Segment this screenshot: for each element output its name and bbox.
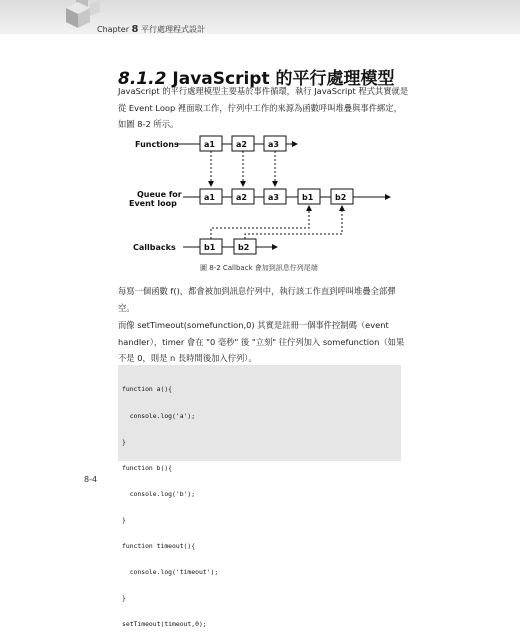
- svg-text:a2: a2: [236, 140, 247, 149]
- function-box-a2: [232, 136, 254, 151]
- body-paragraph-3: 而像 setTimeout(somefunction,0) 其實是註冊一個事件控制碼（event handler），timer 會在 "0 毫秒" 後 "立刻" 往佇列加入 somefunction（如果不是 0，則是 n 長時間後加入佇列）。: [118, 320, 405, 363]
- section-title-text: JavaScript 的平行處理模型: [172, 69, 395, 89]
- queue-box-a2: [232, 189, 254, 204]
- code-line: function a(){: [122, 385, 173, 394]
- queue-box-a3: [264, 189, 286, 204]
- function-box-a3: [264, 136, 286, 151]
- label-callbacks: Callbacks: [133, 243, 176, 252]
- section-number: 8.1.2: [118, 69, 167, 89]
- code-line: function b(){: [122, 463, 173, 472]
- chapter-heading: Chapter 8 平行處理程式設計: [97, 24, 206, 35]
- callback-box-b1: [200, 239, 222, 254]
- function-box-a1: [200, 136, 222, 151]
- event-loop-diagram: [125, 126, 405, 261]
- svg-text:a1: a1: [204, 193, 215, 202]
- code-line: console.log('timeout');: [122, 568, 219, 577]
- label-functions: Functions: [135, 140, 179, 149]
- code-line: console.log('b');: [122, 489, 196, 498]
- svg-text:b1: b1: [302, 193, 314, 202]
- connector-b2: [245, 206, 342, 239]
- svg-text:b2: b2: [335, 193, 347, 202]
- svg-text:a3: a3: [268, 193, 279, 202]
- code-line: }: [122, 437, 126, 446]
- page-number: 8-4: [84, 475, 98, 484]
- code-line: }: [122, 515, 126, 524]
- svg-text:a3: a3: [268, 140, 279, 149]
- label-queue-2: Event loop: [129, 199, 177, 208]
- code-line: function timeout(){: [122, 541, 196, 550]
- code-line: setTimeout(timeout,0);: [122, 620, 207, 629]
- queue-box-b1: [298, 189, 320, 204]
- code-block: [118, 365, 401, 629]
- svg-text:a2: a2: [236, 193, 247, 202]
- intro-paragraph: JavaScript 的平行處理模型主要基於事件循環，執行 JavaScript 程式其實就是從 Event Loop 裡面取工作，佇列中工作的來源為函數呼叫堆疊與事件綁定，如圖 8-2 所示。: [118, 86, 409, 129]
- queue-box-b2: [331, 189, 353, 204]
- body-paragraph-2: 每寫一個函數 f()，都會被加到訊息佇列中，執行該工作直到呼叫堆疊全部彈空。: [118, 286, 396, 313]
- code-line: console.log('a');: [122, 411, 196, 420]
- queue-box-a1: [200, 189, 222, 204]
- figure-caption: 圖 8-2 Callback 會加到訊息佇列尾端: [200, 264, 318, 272]
- svg-text:b1: b1: [204, 243, 216, 252]
- callback-box-b2: [234, 239, 256, 254]
- svg-text:b2: b2: [238, 243, 250, 252]
- svg-text:a1: a1: [204, 140, 215, 149]
- label-queue-1: Queue for: [137, 190, 182, 199]
- code-line: }: [122, 594, 126, 603]
